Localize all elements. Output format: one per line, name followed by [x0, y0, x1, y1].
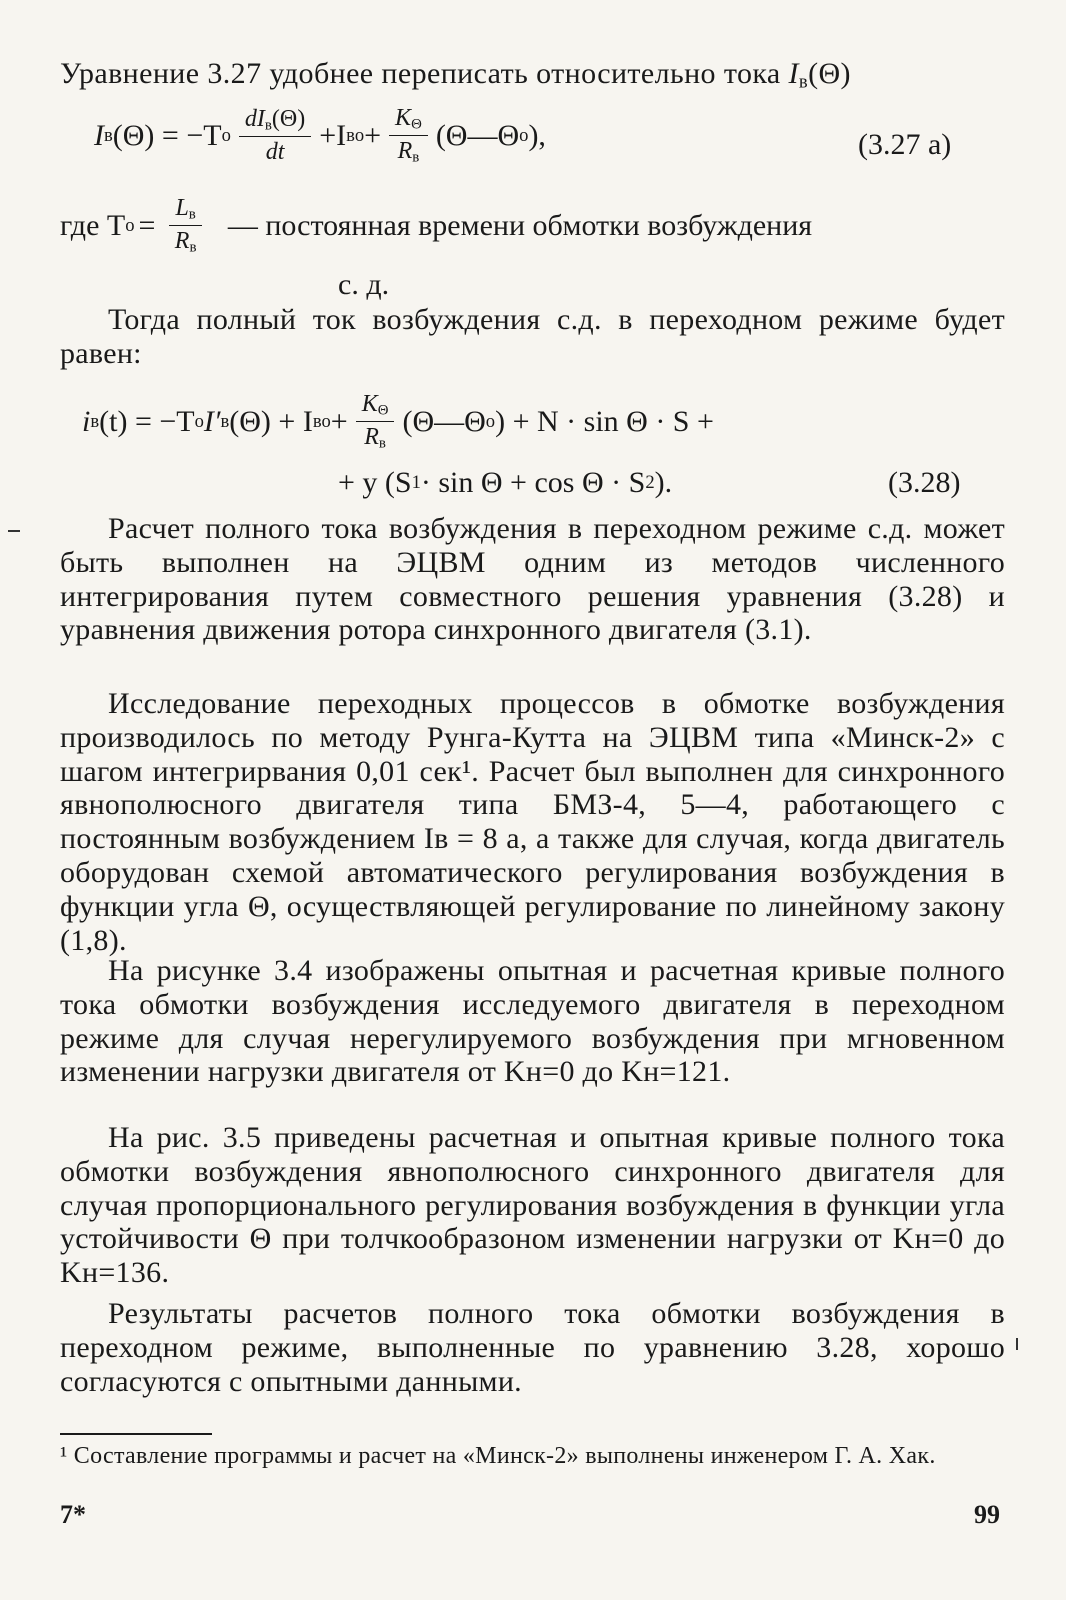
eq327a-lhs: (Θ) = −T	[112, 118, 222, 152]
eq328-var-sub: в	[90, 410, 100, 432]
where-definition	[60, 196, 1005, 255]
eq328-line2-c: ).	[654, 466, 673, 499]
eq328-frac-den-sub: в	[378, 435, 386, 452]
eq328-line2-b: · sin Θ + cos Θ · S	[420, 466, 646, 499]
footnote: ¹ Составление программы и расчет на «Минск-2» выполнены инженером Г. А. Хак.	[60, 1443, 936, 1469]
eq328-line1-d: (Θ—Θ	[402, 404, 486, 438]
eq328-frac-num: K	[361, 391, 378, 417]
eq327a-frac2-num-sub: Θ	[411, 116, 422, 133]
eq327a-mid: +I	[319, 118, 347, 152]
intro-line	[60, 56, 1005, 101]
eq328-line1-plus: +	[330, 404, 348, 438]
eq328-line1-sub3: o	[485, 410, 496, 432]
margin-mark-right	[1016, 1338, 1018, 1350]
equation-3-27a: I в (Θ) = −T o $\frac{dI_в(\Theta)}{dt}$ +I во + $\frac{K_\Theta}{R_в}$ (Θ—Θ o ),	[94, 105, 546, 166]
eq327a-frac2	[389, 106, 428, 165]
eq328-line1-e: ) + N · sin Θ · S +	[495, 404, 714, 438]
where-text-cont: с. д.	[338, 268, 390, 301]
eq327a-tail: (Θ—Θ	[435, 118, 520, 152]
where-eq: =	[138, 208, 156, 242]
eq327a-frac1-den: dt	[265, 138, 285, 165]
eq327a-frac2-den-sub: в	[412, 149, 420, 166]
eq327a-frac1	[239, 107, 311, 164]
eq328-line2-sub: 1	[411, 472, 421, 493]
eq328-line1-sub0: o	[194, 410, 204, 432]
where-frac-num-sub: в	[188, 206, 196, 223]
equation-3-28-line1: i в (t) = −T o I′ в (Θ) + I во + $\frac{K_\Theta}{R_в}$ (Θ—Θ o ) + N · sin Θ · S +	[82, 391, 714, 452]
page-number: 99	[974, 1500, 1000, 1529]
paragraph-4: На рис. 3.5 приведены расчетная и опытная кривые полного тока обмотки возбуждения явнополюсного синхронного двигателя для случая пропорционального регулирования возбуждения в функции угла устойчивости Θ при толчкообразоном изменении нагрузки от Kн=0 до Kн=136.	[60, 1121, 1005, 1290]
eq328-frac	[356, 392, 395, 451]
paragraph-5: Результаты расчетов полного тока обмотки возбуждения в переходном режиме, выполненные по уравнению 3.28, хорошо согласуются с опытными данными.	[60, 1297, 1005, 1398]
eq328-line1-b: I′	[203, 404, 221, 438]
eq328-line1-a: (t) = −T	[99, 404, 195, 438]
eq327a-frac1-num: dI	[244, 106, 265, 133]
intro-var-arg: (Θ)	[808, 57, 851, 90]
eq327a-lhs-sub0: o	[221, 124, 231, 146]
margin-mark	[8, 530, 20, 532]
eq327a-plus: +	[364, 118, 382, 152]
paragraph-2: Исследование переходных процессов в обмотке возбуждения производилось по методу Рунга-Кутта на ЭЦВМ типа «Минск-2» с шагом интегрирвания 0,01 сек¹. Расчет был выполнен для синхронного явнополюсного двигателя типа БМЗ-4, 5—4, работающего с постоянным возбуждением Iв = 8 а, а также для случая, когда двигатель оборудован схемой автоматического регулирования возбуждения в функции угла Θ, осуществляющей регулирование по линейному закону (1,8).	[60, 687, 1005, 957]
where-prefix: где T	[60, 208, 126, 242]
footnote-rule	[60, 1433, 212, 1435]
eq327a-frac1-num-sub: в	[264, 118, 272, 135]
signature-mark: 7*	[60, 1500, 86, 1529]
equation-label-3-27a: (3.27 a)	[858, 128, 952, 161]
eq327a-tail-end: ),	[528, 118, 546, 152]
equation-label-3-28: (3.28)	[888, 466, 961, 499]
where-frac	[169, 196, 201, 255]
eq328-line1-sub1: в	[220, 410, 230, 432]
intro-var-sub: в	[798, 71, 809, 93]
eq328-line2-a: + y (S	[338, 466, 412, 499]
eq328-frac-num-sub: Θ	[377, 402, 389, 419]
eq327a-frac1-num-arg: (Θ)	[271, 106, 306, 133]
equation-3-28-line2	[338, 466, 672, 500]
eq328-frac-den: R	[364, 423, 379, 450]
eq327a-tail-sub: o	[519, 124, 529, 146]
paragraph-1: Расчет полного тока возбуждения в переходном режиме с.д. может быть выполнен на ЭЦВМ одним из методов численного интегрирования путем совместного решения уравнения (3.28) и уравнения движения ротора синхронного двигателя (3.1).	[60, 512, 1005, 647]
where-prefix-sub: o	[125, 214, 135, 236]
where-text: — постоянная времени обмотки возбуждения	[227, 208, 813, 242]
paragraph-3: На рисунке 3.4 изображены опытная и расчетная кривые полного тока обмотки возбуждения исследуемого двигателя в переходном режиме для случая нерегулируемого возбуждения при мгновенном изменении нагрузки двигателя от Kн=0 до Kн=121.	[60, 954, 1005, 1089]
paragraph-then: Тогда полный ток возбуждения с.д. в переходном режиме будет равен:	[60, 303, 1005, 370]
eq327a-frac2-den: R	[397, 137, 413, 164]
intro-text: Уравнение 3.27 удобнее переписать относительно тока	[60, 57, 781, 90]
eq328-line2-sup: 2	[645, 472, 655, 493]
intro-var: I	[788, 57, 799, 90]
eq327a-mid-sub: во	[346, 124, 365, 146]
eq327a-frac2-num: K	[395, 105, 412, 131]
eq328-line1-sub2: во	[312, 410, 331, 432]
where-frac-den-sub: в	[189, 239, 197, 256]
where-frac-den: R	[174, 227, 190, 254]
eq328-line1-c: (Θ) + I	[229, 404, 313, 438]
eq327a-lhs-sub: в	[104, 124, 113, 146]
where-frac-num: L	[175, 195, 189, 221]
